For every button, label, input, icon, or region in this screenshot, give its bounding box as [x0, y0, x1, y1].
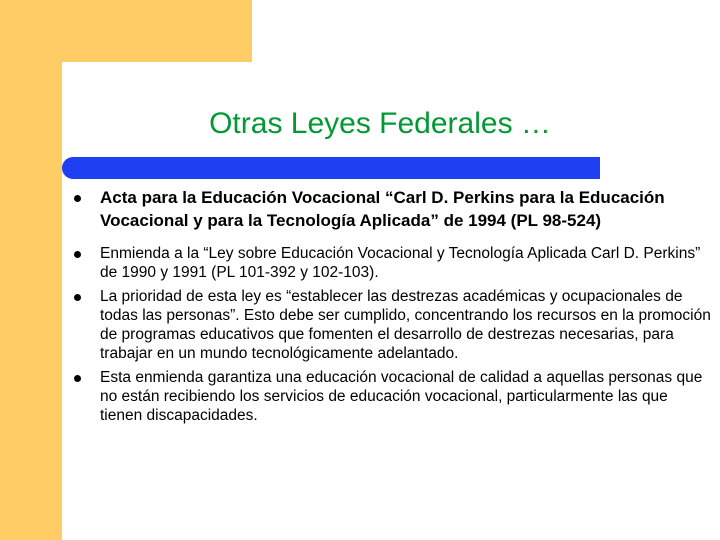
bullet-text: Acta para la Educación Vocacional “Carl D. Perkins para la Educación Vocacional y para la Tecnología Aplicada” de 1994 (PL 98-524) [100, 188, 665, 230]
slide-title: Otras Leyes Federales … [209, 107, 551, 140]
bullet-dot-icon [74, 251, 81, 258]
bullet-item-guarantee [72, 368, 712, 426]
bullet-text: Enmienda a la “Ley sobre Educación Vocacional y Tecnología Aplicada Carl D. Perkins” de 1990 y 1991 (PL 101-392 y 102-103). [100, 245, 701, 282]
bullet-dot-icon [74, 375, 81, 382]
title-underline-bar [62, 157, 600, 179]
bullet-dot-icon [74, 195, 81, 202]
bullet-item-perkins-act [72, 186, 712, 232]
bullet-text: Esta enmienda garantiza una educación vocacional de calidad a aquellas personas que no están recibiendo los servicios de educación vocacional, particularmente las que tienen discapacidades. [100, 368, 703, 425]
bullet-list [72, 186, 712, 430]
bullet-dot-icon [74, 294, 81, 301]
bullet-item-priority [72, 287, 712, 364]
bullet-item-amendment [72, 244, 712, 283]
left-accent-band [0, 0, 62, 540]
bullet-text: La prioridad de esta ley es “establecer las destrezas académicas y ocupacionales de todas las personas”. Esto debe ser cumplido, concentrando los recursos en la promoción de programas educativos que fomenten el desarrollo de destrezas necesarias, para trabajar en un mundo tecnológicamente adelantado. [100, 287, 711, 363]
